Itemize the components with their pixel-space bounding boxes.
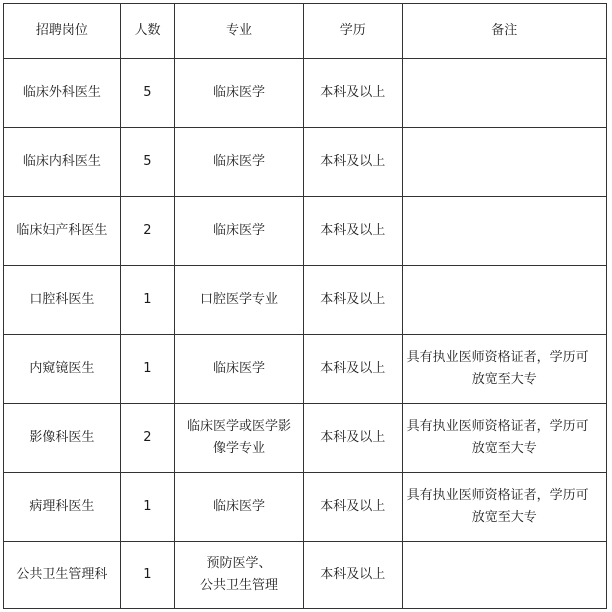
- cell-note: [402, 128, 606, 197]
- cell-education: 本科及以上: [303, 266, 402, 335]
- cell-count: 2: [120, 404, 174, 473]
- table-row: [4, 404, 607, 473]
- cell-education: 本科及以上: [303, 59, 402, 128]
- cell-position: 临床妇产科医生: [4, 197, 121, 266]
- cell-note: [402, 335, 606, 404]
- cell-position: 临床内科医生: [4, 128, 121, 197]
- note-line: 具有执业医师资格证者，学历可: [406, 488, 589, 503]
- cell-major: [175, 266, 304, 335]
- table-row: [4, 128, 607, 197]
- table-row: [4, 542, 607, 609]
- note-line: 具有执业医师资格证者，学历可: [406, 419, 589, 434]
- note-line: 放宽至大专: [471, 372, 537, 387]
- major-line: 像学专业: [213, 441, 266, 456]
- major-line: 临床医学: [213, 223, 266, 238]
- header-count: 人数: [120, 4, 174, 59]
- cell-education: 本科及以上: [303, 128, 402, 197]
- cell-education: 本科及以上: [303, 542, 402, 609]
- cell-count: 1: [120, 473, 174, 542]
- note-line: 放宽至大专: [471, 441, 537, 456]
- cell-education: 本科及以上: [303, 404, 402, 473]
- cell-count: 5: [120, 128, 174, 197]
- cell-note: [402, 197, 606, 266]
- note-line: 放宽至大专: [471, 510, 537, 525]
- cell-note: [402, 266, 606, 335]
- cell-education: 本科及以上: [303, 335, 402, 404]
- cell-count: 1: [120, 335, 174, 404]
- recruitment-table: [3, 3, 607, 609]
- table-row: [4, 266, 607, 335]
- cell-major: [175, 128, 304, 197]
- cell-note: [402, 59, 606, 128]
- cell-position: 病理科医生: [4, 473, 121, 542]
- major-line: 临床医学: [213, 361, 266, 376]
- cell-major: [175, 542, 304, 609]
- major-line: 临床医学: [213, 499, 266, 514]
- header-major: 专业: [175, 4, 304, 59]
- table-row: [4, 335, 607, 404]
- note-line: 具有执业医师资格证者，学历可: [406, 350, 589, 365]
- table-row: [4, 473, 607, 542]
- cell-position: 内窥镜医生: [4, 335, 121, 404]
- cell-position: 临床外科医生: [4, 59, 121, 128]
- cell-count: 5: [120, 59, 174, 128]
- major-line: 口腔医学专业: [200, 292, 279, 307]
- cell-major: [175, 59, 304, 128]
- table-row: [4, 59, 607, 128]
- major-line: 临床医学: [213, 85, 266, 100]
- recruitment-table-container: [3, 3, 607, 609]
- header-note: 备注: [402, 4, 606, 59]
- header-education: 学历: [303, 4, 402, 59]
- major-line: 公共卫生管理: [200, 578, 279, 593]
- cell-count: 2: [120, 197, 174, 266]
- cell-position: 口腔科医生: [4, 266, 121, 335]
- major-line: 临床医学: [213, 154, 266, 169]
- cell-major: [175, 197, 304, 266]
- cell-major: [175, 473, 304, 542]
- cell-major: [175, 404, 304, 473]
- major-line: 临床医学或医学影: [187, 419, 292, 434]
- cell-position: 影像科医生: [4, 404, 121, 473]
- cell-count: 1: [120, 266, 174, 335]
- table-row: [4, 197, 607, 266]
- header-position: 招聘岗位: [4, 4, 121, 59]
- cell-count: 1: [120, 542, 174, 609]
- cell-major: [175, 335, 304, 404]
- cell-education: 本科及以上: [303, 197, 402, 266]
- cell-note: [402, 473, 606, 542]
- cell-education: 本科及以上: [303, 473, 402, 542]
- header-row: [4, 4, 607, 59]
- major-line: 预防医学、: [206, 556, 272, 571]
- cell-note: [402, 404, 606, 473]
- cell-position: 公共卫生管理科: [4, 542, 121, 609]
- cell-note: [402, 542, 606, 609]
